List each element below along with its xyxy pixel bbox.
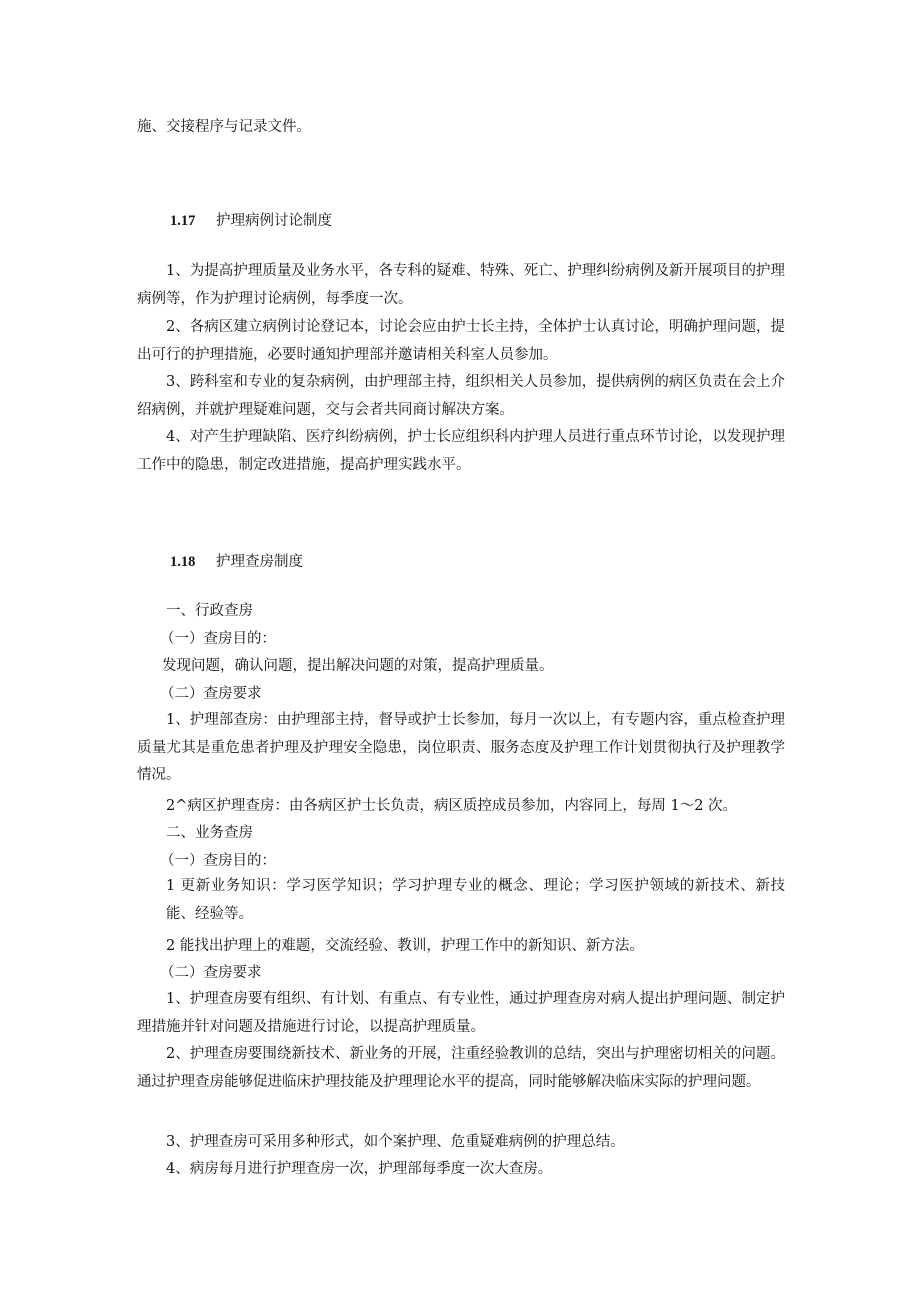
paragraph: 1、护理查房要有组织、有计划、有重点、有专业性，通过护理查房对病人提出护理问题、制定护理措施并针对问题及措施进行讨论，以提高护理质量。 xyxy=(137,991,785,1035)
paragraph: 2^病区护理查房：由各病区护士长负责，病区质控成员参加，内容同上，每周 1～2 次。 xyxy=(166,798,738,814)
paragraph: 4、对产生护理缺陷、医疗纠纷病例，护士长应组织科内护理人员进行重点环节讨论，以发现护理工作中的隐患，制定改进措施，提高护理实践水平。 xyxy=(137,429,785,473)
subsection-heading: 二、业务查房 xyxy=(166,825,253,841)
paragraph: 4、病房每月进行护理查房一次，护理部每季度一次大查房。 xyxy=(166,1161,553,1177)
section-heading-1-18 xyxy=(170,549,303,575)
section-heading-1-17 xyxy=(170,208,332,234)
subsection-heading: （二）查房要求 xyxy=(160,965,262,981)
section-title: 护理查房制度 xyxy=(216,554,303,570)
paragraph: 2、护理查房要围绕新技术、新业务的开展，注重经验教训的总结，突出与护理密切相关的问题。通过护理查房能够促进临床护理技能及护理理论水平的提高，同时能够解决临床实际的护理问题。 xyxy=(137,1046,785,1090)
paragraph: 2、各病区建立病例讨论登记本，讨论会应由护士长主持，全体护士认真讨论，明确护理问题，提出可行的护理措施，必要时通知护理部并邀请相关科室人员参加。 xyxy=(137,319,785,363)
paragraph: 1、护理部查房：由护理部主持，督导或护士长参加，每月一次以上，有专题内容，重点检查护理质量尤其是重危患者护理及护理安全隐患，岗位职责、服务态度及护理工作计划贯彻执行及护理教学情况。 xyxy=(137,712,785,783)
section-number: 1.18 xyxy=(170,554,196,570)
subsection-heading: （一）查房目的： xyxy=(160,631,276,647)
paragraph: 3、护理查房可采用多种形式，如个案护理、危重疑难病例的护理总结。 xyxy=(166,1134,625,1150)
section-number: 1.17 xyxy=(170,213,196,229)
section-title: 护理病例讨论制度 xyxy=(216,213,332,229)
paragraph: 1 更新业务知识：学习医学知识；学习护理专业的概念、理论；学习医护领域的新技术、新技能、经验等。 xyxy=(166,878,785,922)
paragraph: 2 能找出护理上的难题，交流经验、教训，护理工作中的新知识、新方法。 xyxy=(166,938,644,954)
subsection-heading: （一）查房目的： xyxy=(160,853,276,869)
subsection-heading: 一、行政查房 xyxy=(166,603,253,619)
paragraph: 1、为提高护理质量及业务水平，各专科的疑难、特殊、死亡、护理纠纷病例及新开展项目的护理病例等，作为护理讨论病例，每季度一次。 xyxy=(137,263,785,307)
continued-text-fragment: 施、交接程序与记录文件。 xyxy=(137,119,311,135)
paragraph: 3、跨科室和专业的复杂病例，由护理部主持，组织相关人员参加，提供病例的病区负责在会上介绍病例，并就护理疑难问题，交与会者共同商讨解决方案。 xyxy=(137,374,785,418)
paragraph: 发现问题，确认问题，提出解决问题的对策，提高护理质量。 xyxy=(162,658,554,674)
subsection-heading: （二）查房要求 xyxy=(160,686,262,702)
